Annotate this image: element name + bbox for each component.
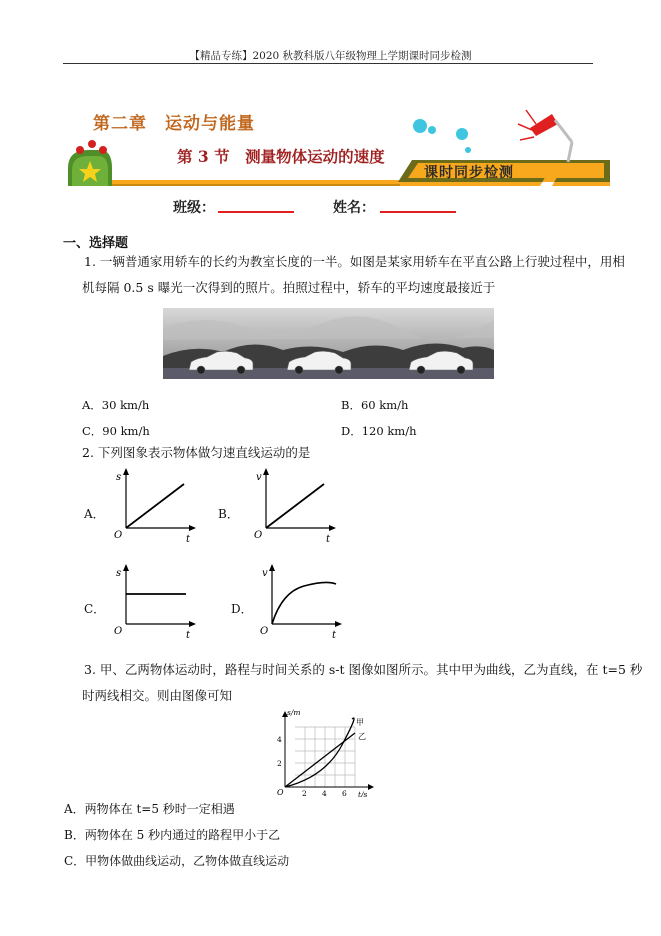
- desk-lamp-icon: [518, 110, 572, 162]
- q2b-y-label: v: [256, 472, 262, 483]
- q2c-x-label: t: [186, 630, 191, 641]
- q2-option-a[interactable]: A．: [84, 507, 105, 521]
- q3-x-label: t/s: [358, 790, 368, 797]
- q2-graph-b: [248, 466, 338, 546]
- q2d-x-label: t: [332, 630, 337, 641]
- bubble-icon: [456, 128, 468, 140]
- q2d-y-label: v: [262, 568, 268, 579]
- q2b-origin: O: [254, 530, 263, 541]
- q1-option-c[interactable]: C．90 km/h: [82, 424, 150, 438]
- q2-graph-a: [108, 466, 198, 546]
- q3-series-yi-label: 乙: [358, 732, 366, 741]
- q1-option-d[interactable]: D．120 km/h: [341, 424, 417, 438]
- banner-tag-label: 课时同步检测: [424, 165, 514, 181]
- chapter-title: 第二章 运动与能量: [93, 114, 255, 134]
- q1-line1: 1. 一辆普通家用轿车的长约为教室长度的一半。如图是某家用轿车在平直公路上行驶过程中，用相: [84, 254, 625, 269]
- bubble-icon: [465, 147, 471, 153]
- q3-ytick: 2: [277, 759, 282, 768]
- q2b-x-label: t: [326, 534, 331, 545]
- q3-line2: 时两线相交。则由图像可知: [82, 688, 233, 703]
- q2c-origin: O: [114, 626, 123, 637]
- series-jia-curve: [285, 718, 354, 787]
- q1-line2: 机每隔 0.5 s 曝光一次得到的照片。拍照过程中，轿车的平均速度最接近于: [82, 280, 496, 295]
- q3-xtick: 6: [342, 789, 347, 797]
- q2a-y-label: s: [116, 472, 122, 483]
- q3-option-c[interactable]: C．甲物体做曲线运动，乙物体做直线运动: [64, 854, 290, 868]
- bubble-icon: [413, 119, 427, 133]
- q2a-x-label: t: [186, 534, 191, 545]
- class-blank-line: [218, 211, 294, 213]
- q2-text: 2. 下列图象表示物体做匀速直线运动的是: [82, 445, 311, 460]
- banner-stripe: [112, 180, 412, 184]
- class-label: 班级：: [173, 200, 215, 216]
- page-header-title: 【精品专练】2020 秋教科版八年级物理上学期课时同步检测: [189, 50, 472, 62]
- chapter-banner: [0, 0, 661, 200]
- name-label: 姓名：: [333, 200, 375, 216]
- q2-option-b[interactable]: B．: [218, 507, 239, 521]
- car-photo: [163, 308, 494, 379]
- part-title: 一、选择题: [63, 236, 129, 251]
- q3-y-label: s/m: [287, 708, 301, 717]
- q3-series-jia-label: 甲: [356, 718, 364, 727]
- q3-xtick: 2: [302, 789, 307, 797]
- q2-graph-d: [254, 562, 344, 642]
- q2-graph-c: [108, 562, 198, 642]
- q3-option-b[interactable]: B．两物体在 5 秒内通过的路程甲小于乙: [64, 828, 281, 842]
- q2-option-d[interactable]: D．: [231, 602, 253, 616]
- q1-option-a[interactable]: A．30 km/h: [82, 398, 150, 412]
- q3-ytick: 4: [277, 735, 282, 744]
- q2-option-c[interactable]: C．: [84, 602, 106, 616]
- bubble-icon: [428, 126, 436, 134]
- name-blank-line: [380, 211, 456, 213]
- q2d-origin: O: [260, 626, 269, 637]
- q3-line1: 3. 甲、乙两物体运动时，路程与时间关系的 s-t 图像如图所示。其中甲为曲线，乙为直线，在 t=5 秒: [84, 662, 643, 677]
- star-emblem-icon: [68, 140, 112, 186]
- q2c-y-label: s: [116, 568, 122, 579]
- q3-st-chart: [270, 705, 380, 797]
- q1-option-b[interactable]: B．60 km/h: [341, 398, 409, 412]
- q3-option-a[interactable]: A．两物体在 t=5 秒时一定相遇: [64, 802, 235, 816]
- q3-xtick: 4: [322, 789, 327, 797]
- section-title: 第 3 节 测量物体运动的速度: [177, 147, 385, 166]
- q3-origin: O: [277, 788, 284, 797]
- q2a-origin: O: [114, 530, 123, 541]
